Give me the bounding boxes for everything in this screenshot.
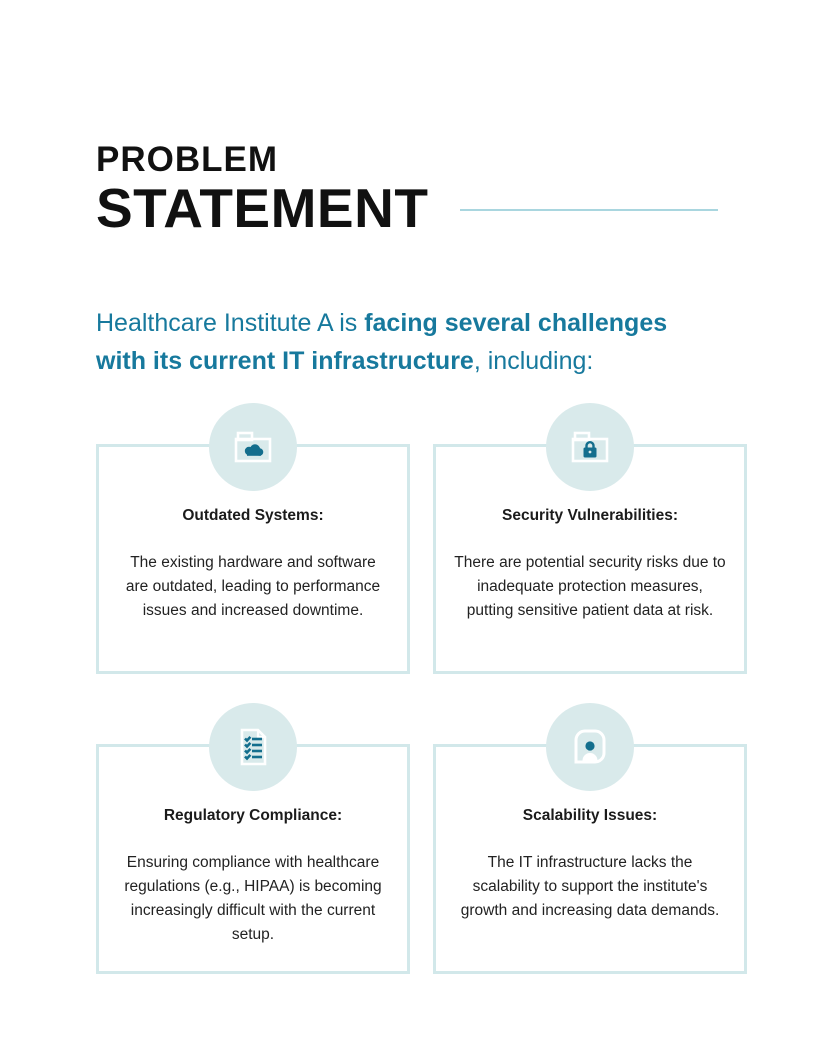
intro-suffix: , including: <box>473 347 594 375</box>
intro-paragraph <box>96 304 720 380</box>
checklist-document-icon <box>209 703 297 791</box>
card-title: Outdated Systems: <box>182 507 324 524</box>
page-title: STATEMENT <box>96 177 429 240</box>
card-body: The existing hardware and software are outdated, leading to performance issues and increased downtime. <box>125 554 381 619</box>
card-title: Regulatory Compliance: <box>163 807 343 824</box>
intro-prefix: Healthcare Institute A is <box>96 309 365 337</box>
card-security-vulnerabilities <box>433 444 747 674</box>
card-regulatory-compliance <box>96 744 410 974</box>
title-block <box>96 140 720 238</box>
card-body: The IT infrastructure lacks the scalability to support the institute's growth and increasing data demands. <box>460 854 720 919</box>
folder-lock-icon <box>546 403 634 491</box>
card-title: Scalability Issues: <box>522 807 658 824</box>
user-chat-bubble-icon <box>546 703 634 791</box>
title-row <box>96 177 720 240</box>
card-scalability-issues <box>433 744 747 974</box>
page-title-kicker: PROBLEM <box>96 140 278 179</box>
folder-cloud-icon <box>209 403 297 491</box>
title-divider-line <box>460 209 718 211</box>
card-body: There are potential security risks due to inadequate protection measures, putting sensitive patient data at risk. <box>454 554 726 619</box>
card-title: Security Vulnerabilities: <box>501 507 678 524</box>
intro-bold: facing several challenges with its current IT infrastructure <box>96 309 668 375</box>
card-outdated-systems <box>96 444 410 674</box>
challenge-cards-grid <box>96 444 726 974</box>
card-body: Ensuring compliance with healthcare regulations (e.g., HIPAA) is becoming increasingly difficult with the current setup. <box>124 854 382 943</box>
